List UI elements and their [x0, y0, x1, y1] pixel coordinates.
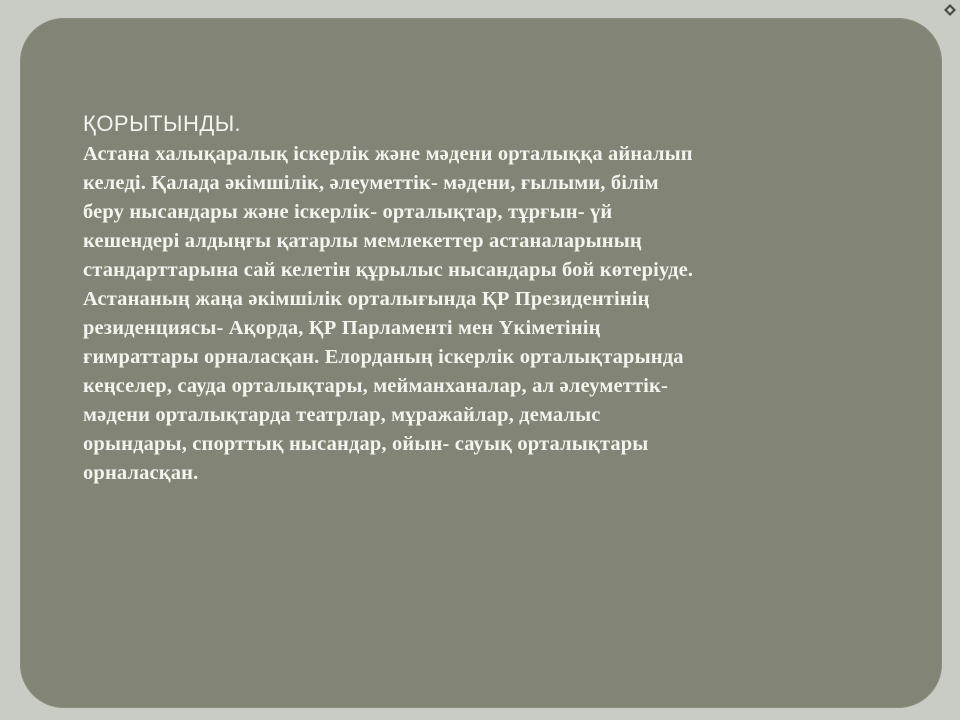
body-line: кеңселер, сауда орталықтары, мейманханалар, ал әлеуметтік- — [83, 375, 668, 397]
body-line: Астана халықаралық іскерлік және мәдени орталыққа айналып — [83, 143, 693, 165]
body-line: келеді. Қалада әкімшілік, әлеуметтік- мәдени, ғылыми, білім — [83, 172, 659, 194]
body-line: беру нысандары және іскерлік- орталықтар, тұрғын- үй — [83, 201, 613, 223]
body-line: ғимраттары орналасқан. Елорданың іскерлік орталықтарында — [83, 346, 684, 368]
body-line: резиденциясы- Ақорда, ҚР Парламенті мен Үкіметінің — [83, 317, 601, 339]
slide-body — [83, 140, 883, 488]
body-line: орындары, спорттық нысандар, ойын- сауық орталықтары — [83, 433, 649, 455]
body-line: стандарттарына сай келетін құрылыс нысандары бой көтеріуде. — [83, 259, 694, 281]
slide-title-period: . — [234, 111, 241, 136]
body-line: орналасқан. — [83, 462, 199, 484]
slide-title-text: ҚОРЫТЫНДЫ — [83, 111, 235, 136]
body-line: кешендері алдыңғы қатарлы мемлекеттер астаналарының — [83, 230, 642, 252]
slide-content — [83, 107, 883, 488]
slide-title — [83, 107, 883, 140]
diamond-arrow-icon — [944, 4, 956, 16]
body-line: мәдени орталықтарда театрлар, мұражайлар, демалыс — [83, 404, 601, 426]
body-line: Астананың жаңа әкімшілік орталығында ҚР Президентінің — [83, 288, 650, 310]
